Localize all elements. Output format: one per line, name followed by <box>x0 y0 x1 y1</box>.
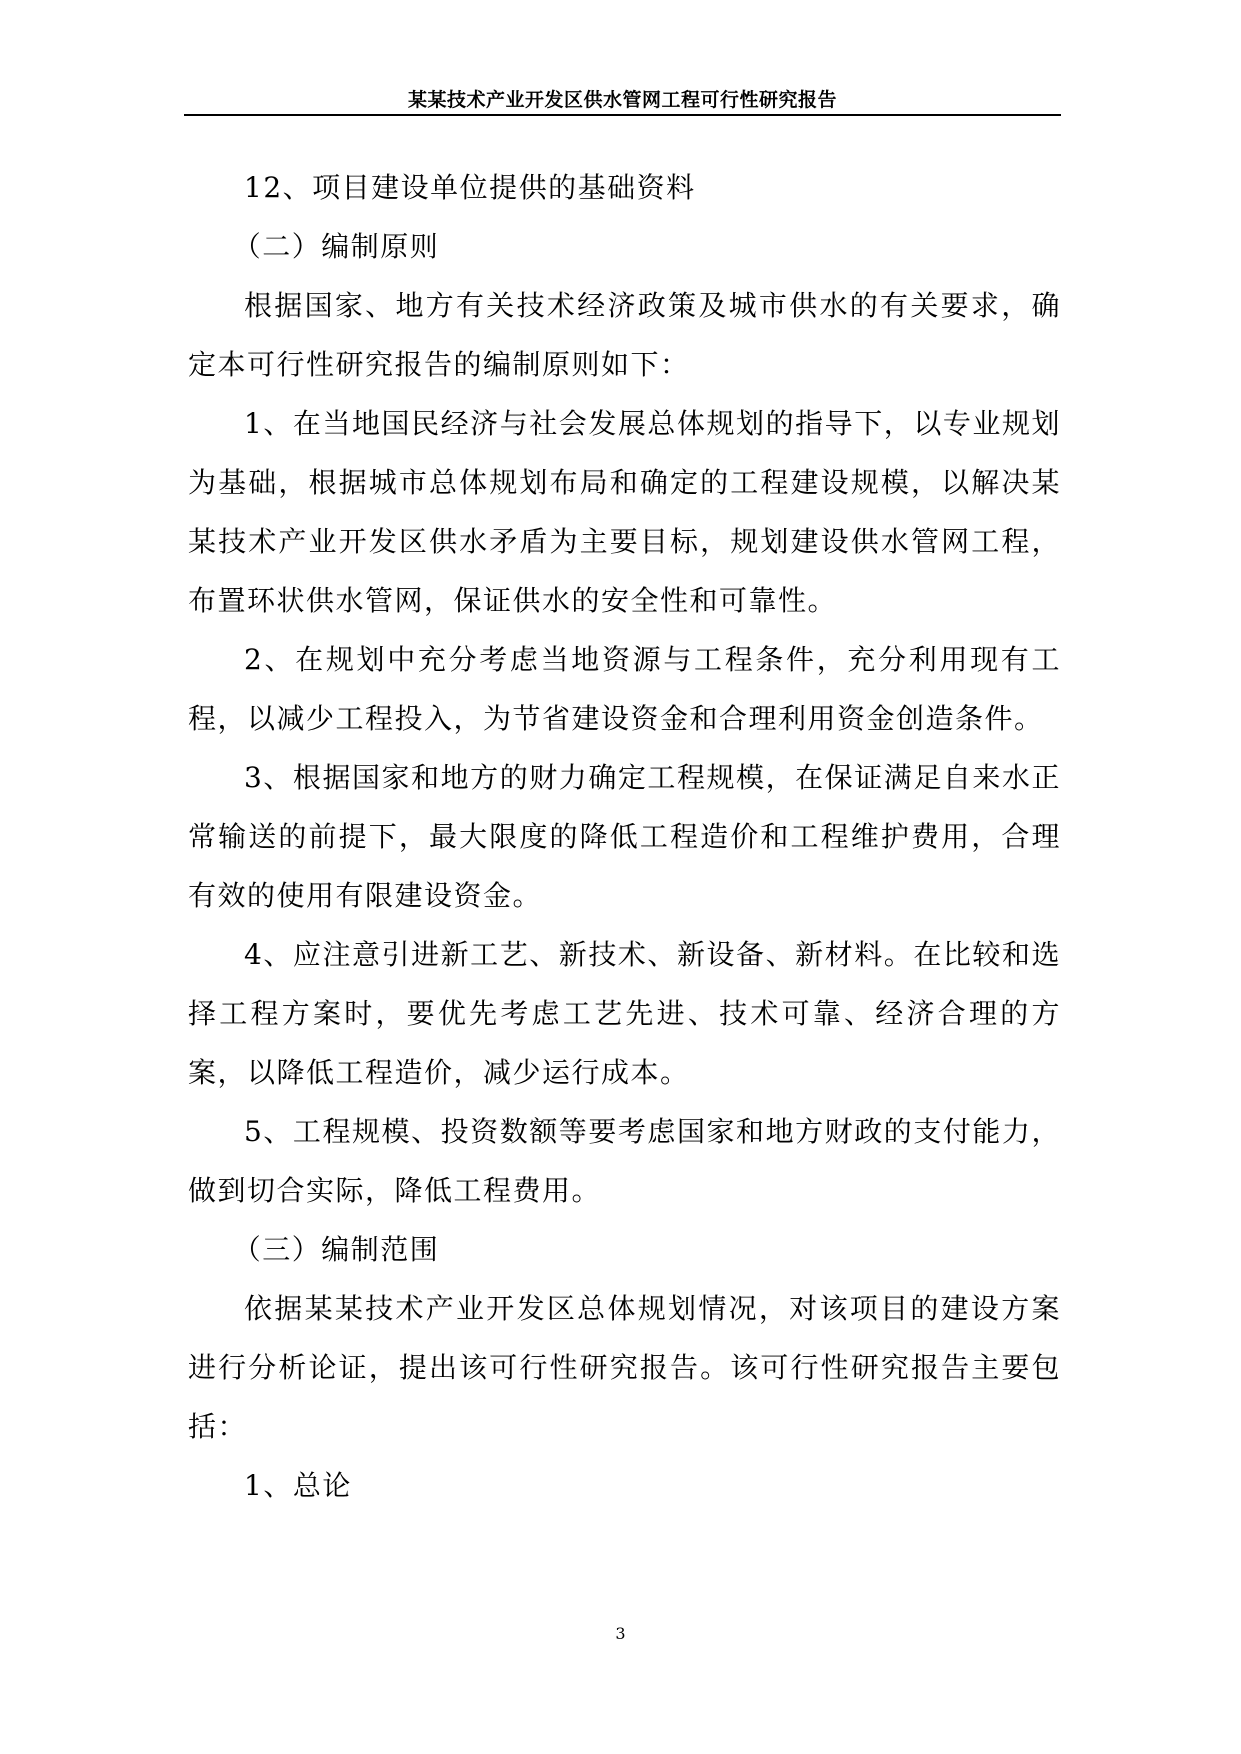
paragraph-principle-3: 3、根据国家和地方的财力确定工程规模，在保证满足自来水正常输送的前提下，最大限度的降低工程造价和工程维护费用，合理有效的使用有限建设资金。 <box>188 761 1061 912</box>
paragraph-principle-5: 5、工程规模、投资数额等要考虑国家和地方财政的支付能力，做到切合实际，降低工程费用。 <box>188 1115 1061 1207</box>
document-body <box>188 158 1061 1515</box>
paragraph-scope-item-1: 1、总论 <box>244 1469 352 1502</box>
paragraph-principles-intro: 根据国家、地方有关技术经济政策及城市供水的有关要求，确定本可行性研究报告的编制原则如下： <box>188 289 1061 381</box>
section-heading-principles: （二）编制原则 <box>232 230 440 263</box>
page-header-title: 某某技术产业开发区供水管网工程可行性研究报告 <box>407 89 837 111</box>
paragraph-scope-intro: 依据某某技术产业开发区总体规划情况，对该项目的建设方案进行分析论证，提出该可行性研究报告。该可行性研究报告主要包括： <box>188 1292 1061 1443</box>
paragraph-principle-1: 1、在当地国民经济与社会发展总体规划的指导下，以专业规划为基础，根据城市总体规划布局和确定的工程建设规模，以解决某某技术产业开发区供水矛盾为主要目标，规划建设供水管网工程，布置环状供水管网，保证供水的安全性和可靠性。 <box>188 407 1061 617</box>
section-heading-scope: （三）编制范围 <box>232 1233 440 1266</box>
paragraph-principle-4: 4、应注意引进新工艺、新技术、新设备、新材料。在比较和选择工程方案时，要优先考虑工艺先进、技术可靠、经济合理的方案，以降低工程造价，减少运行成本。 <box>188 938 1061 1089</box>
paragraph-principle-2: 2、在规划中充分考虑当地资源与工程条件，充分利用现有工程，以减少工程投入，为节省建设资金和合理利用资金创造条件。 <box>188 643 1061 735</box>
paragraph-basic-data-item: 12、项目建设单位提供的基础资料 <box>244 171 696 204</box>
header-divider <box>184 114 1061 116</box>
page-number: 3 <box>615 1624 626 1643</box>
